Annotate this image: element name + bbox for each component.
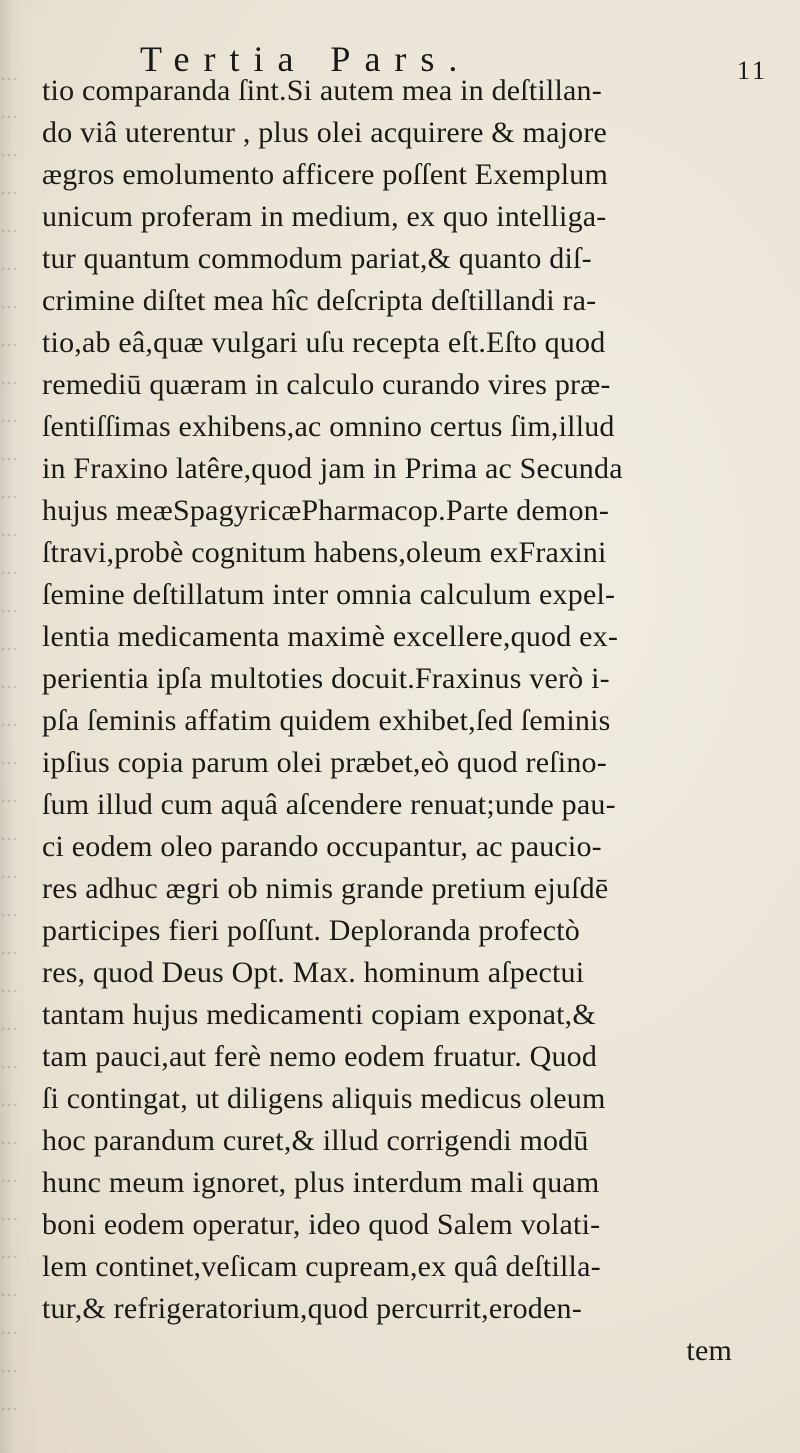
text-line: ſemine deſtillatum inter omnia calculum expel-	[42, 578, 616, 611]
text-line: ægros emolumento afficere poſſent Exemplum	[42, 158, 609, 191]
text-line: lentia medicamenta maximè excellere,quod ex-	[42, 620, 619, 653]
text-line: participes fieri poſſunt. Deploranda profectò	[42, 914, 580, 947]
text-line: tam pauci,aut ferè nemo eodem fruatur. Quod	[42, 1040, 598, 1073]
text-line: res adhuc ægri ob nimis grande pretium ejuſdē	[42, 872, 609, 905]
text-line: tio comparanda ſint.Si autem mea in deſtillan-	[42, 74, 602, 107]
text-line: in Fraxino latêre,quod jam in Prima ac Secunda	[42, 452, 623, 485]
text-line: perientia ipſa multoties docuit.Fraxinus verò i-	[42, 662, 610, 695]
text-line: tur,& refrigeratorium,quod percurrit,eroden-	[42, 1292, 582, 1325]
text-line: lem continet,veſicam cupream,ex quâ deſtilla-	[42, 1250, 601, 1283]
text-line: ſentiſſimas exhibens,ac omnino certus ſim,illud	[42, 410, 615, 443]
text-line: ipſius copia parum olei præbet,eò quod reſino-	[42, 746, 607, 779]
text-line: tantam hujus medicamenti copiam exponat,&	[42, 998, 596, 1031]
text-line: unicum proferam in medium, ex quo intelliga-	[42, 200, 607, 233]
page-number: 11	[736, 56, 768, 85]
text-line: ci eodem oleo parando occupantur, ac paucio-	[42, 830, 602, 863]
text-line: tur quantum commodum pariat,& quanto diſ-	[42, 242, 592, 275]
catchword: tem	[686, 1334, 732, 1367]
text-line: boni eodem operatur, ideo quod Salem volati-	[42, 1208, 601, 1241]
text-line: ſtravi,probè cognitum habens,oleum exFraxini	[42, 536, 607, 569]
text-line: tio,ab eâ,quæ vulgari uſu recepta eſt.Eſto quod	[42, 326, 606, 359]
binding-gutter	[0, 60, 20, 1420]
body-text	[42, 70, 772, 1372]
text-line: hunc meum ignoret, plus interdum mali quam	[42, 1166, 600, 1199]
text-line: hujus meæSpagyricæPharmacop.Parte demon-	[42, 494, 610, 527]
text-line: do viâ uterentur , plus olei acquirere & majore	[42, 116, 608, 149]
text-line: ſum illud cum aquâ aſcendere renuat;unde pau-	[42, 788, 616, 821]
text-line: pſa ſeminis affatim quidem exhibet,ſed ſeminis	[42, 704, 611, 737]
text-line: ſi contingat, ut diligens aliquis medicus oleum	[42, 1082, 606, 1115]
running-head: Tertia Pars.	[140, 39, 472, 79]
text-line: remediū quæram in calculo curando vires præ-	[42, 368, 611, 401]
text-line: crimine diſtet mea hîc deſcripta deſtillandi ra-	[42, 284, 597, 317]
text-line: hoc parandum curet,& illud corrigendi modū	[42, 1124, 589, 1157]
text-line: res, quod Deus Opt. Max. hominum aſpectui	[42, 956, 585, 989]
